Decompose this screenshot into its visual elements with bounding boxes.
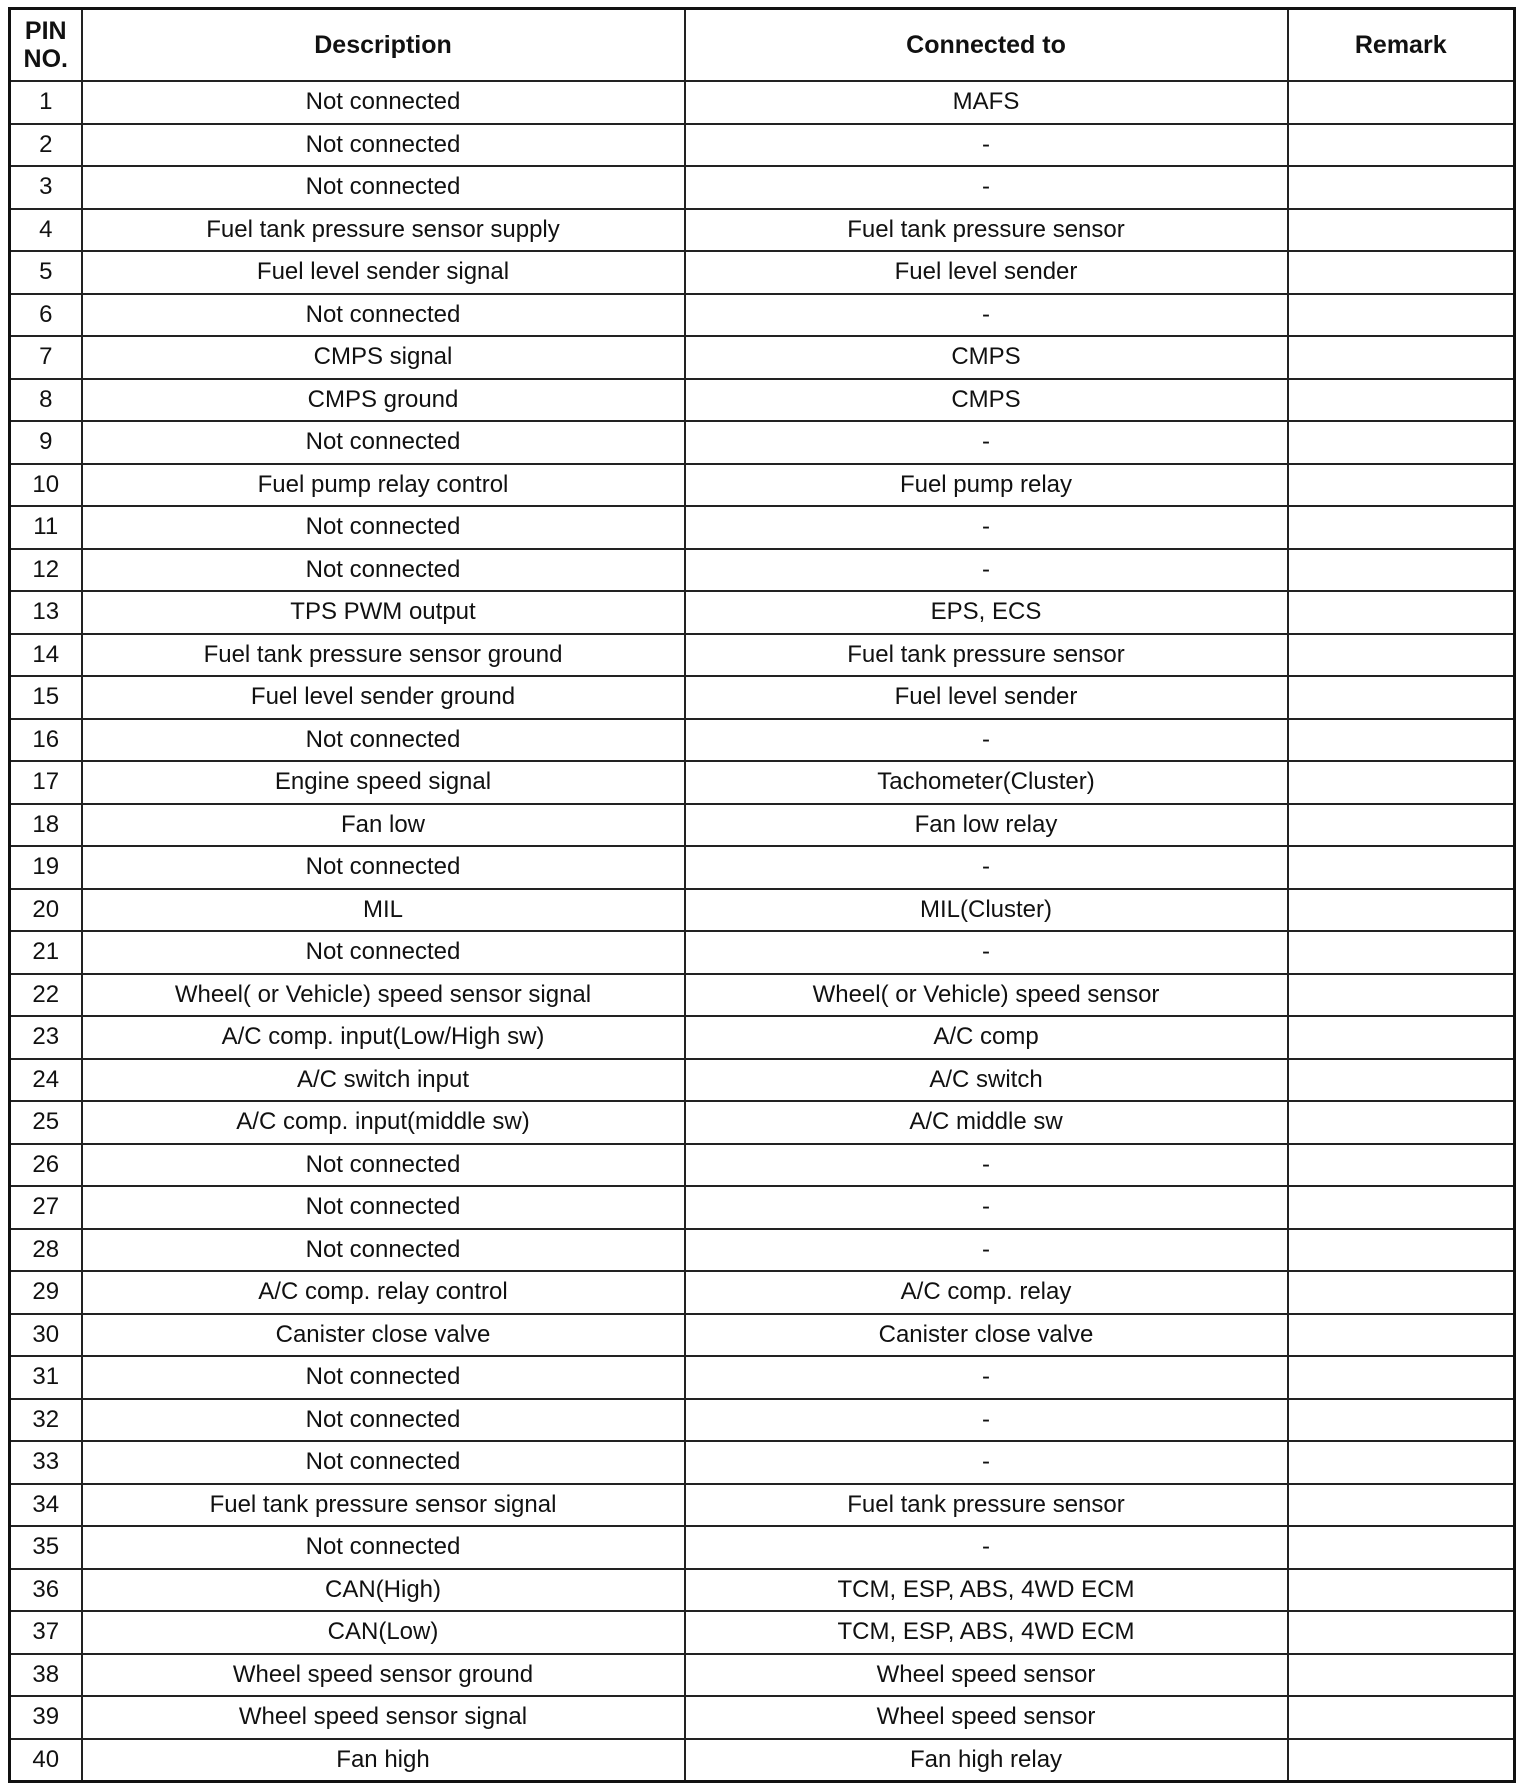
cell-remark <box>1288 294 1515 337</box>
cell-remark <box>1288 1441 1515 1484</box>
table-row <box>10 1271 1515 1314</box>
cell-pin: 21 <box>10 931 82 974</box>
cell-pin: 27 <box>10 1186 82 1229</box>
table-row <box>10 1611 1515 1654</box>
cell-connected-to: - <box>685 421 1288 464</box>
cell-connected-to: CMPS <box>685 379 1288 422</box>
cell-remark <box>1288 124 1515 167</box>
cell-description: Wheel speed sensor signal <box>82 1696 685 1739</box>
table-row <box>10 889 1515 932</box>
cell-remark <box>1288 1526 1515 1569</box>
cell-description: Fuel tank pressure sensor ground <box>82 634 685 677</box>
cell-description: Not connected <box>82 719 685 762</box>
cell-connected-to: Canister close valve <box>685 1314 1288 1357</box>
header-pin-line1: PIN <box>24 17 67 45</box>
cell-connected-to: Fuel pump relay <box>685 464 1288 507</box>
cell-connected-to: Fuel tank pressure sensor <box>685 209 1288 252</box>
table-row <box>10 761 1515 804</box>
table-row <box>10 81 1515 124</box>
cell-connected-to: - <box>685 1229 1288 1272</box>
table-row <box>10 209 1515 252</box>
cell-description: Fan low <box>82 804 685 847</box>
cell-remark <box>1288 1654 1515 1697</box>
cell-description: Not connected <box>82 1186 685 1229</box>
cell-remark <box>1288 1059 1515 1102</box>
header-pin-line2: NO. <box>23 45 68 73</box>
cell-pin: 22 <box>10 974 82 1017</box>
cell-pin: 1 <box>10 81 82 124</box>
cell-connected-to: - <box>685 506 1288 549</box>
cell-remark <box>1288 719 1515 762</box>
cell-description: Not connected <box>82 1526 685 1569</box>
cell-pin: 3 <box>10 166 82 209</box>
table-row <box>10 931 1515 974</box>
cell-connected-to: - <box>685 1526 1288 1569</box>
cell-remark <box>1288 506 1515 549</box>
cell-description: CMPS signal <box>82 336 685 379</box>
cell-remark <box>1288 1186 1515 1229</box>
cell-pin: 25 <box>10 1101 82 1144</box>
table-row <box>10 1696 1515 1739</box>
table-row <box>10 251 1515 294</box>
table-row <box>10 1229 1515 1272</box>
cell-description: Not connected <box>82 81 685 124</box>
table-row <box>10 1059 1515 1102</box>
cell-connected-to: A/C comp <box>685 1016 1288 1059</box>
cell-description: Not connected <box>82 1229 685 1272</box>
table-body <box>10 81 1515 1782</box>
cell-pin: 5 <box>10 251 82 294</box>
cell-description: Not connected <box>82 931 685 974</box>
table-row <box>10 549 1515 592</box>
table-row <box>10 1739 1515 1782</box>
cell-pin: 37 <box>10 1611 82 1654</box>
header-pin-no <box>10 9 82 82</box>
table-row <box>10 1569 1515 1612</box>
cell-connected-to: Wheel speed sensor <box>685 1654 1288 1697</box>
cell-remark <box>1288 889 1515 932</box>
cell-description: Fuel level sender signal <box>82 251 685 294</box>
cell-remark <box>1288 1696 1515 1739</box>
cell-pin: 15 <box>10 676 82 719</box>
cell-pin: 38 <box>10 1654 82 1697</box>
cell-description: A/C comp. input(Low/High sw) <box>82 1016 685 1059</box>
cell-pin: 11 <box>10 506 82 549</box>
cell-remark <box>1288 166 1515 209</box>
table-row <box>10 676 1515 719</box>
header-row <box>10 9 1515 82</box>
cell-remark <box>1288 1271 1515 1314</box>
table-header <box>10 9 1515 82</box>
cell-description: Wheel speed sensor ground <box>82 1654 685 1697</box>
cell-connected-to: Fuel level sender <box>685 676 1288 719</box>
cell-description: Engine speed signal <box>82 761 685 804</box>
cell-description: Not connected <box>82 166 685 209</box>
cell-pin: 28 <box>10 1229 82 1272</box>
cell-remark <box>1288 804 1515 847</box>
cell-pin: 8 <box>10 379 82 422</box>
cell-connected-to: - <box>685 1356 1288 1399</box>
cell-connected-to: A/C comp. relay <box>685 1271 1288 1314</box>
cell-description: CMPS ground <box>82 379 685 422</box>
cell-connected-to: Wheel speed sensor <box>685 1696 1288 1739</box>
cell-connected-to: - <box>685 1144 1288 1187</box>
cell-pin: 14 <box>10 634 82 677</box>
cell-pin: 23 <box>10 1016 82 1059</box>
cell-remark <box>1288 931 1515 974</box>
pin-table <box>8 7 1516 1783</box>
cell-connected-to: - <box>685 1399 1288 1442</box>
cell-remark <box>1288 251 1515 294</box>
cell-connected-to: Fuel tank pressure sensor <box>685 1484 1288 1527</box>
cell-remark <box>1288 1101 1515 1144</box>
cell-connected-to: Tachometer(Cluster) <box>685 761 1288 804</box>
cell-connected-to: CMPS <box>685 336 1288 379</box>
cell-connected-to: - <box>685 931 1288 974</box>
cell-connected-to: EPS, ECS <box>685 591 1288 634</box>
cell-description: Wheel( or Vehicle) speed sensor signal <box>82 974 685 1017</box>
cell-connected-to: TCM, ESP, ABS, 4WD ECM <box>685 1569 1288 1612</box>
cell-pin: 36 <box>10 1569 82 1612</box>
cell-pin: 4 <box>10 209 82 252</box>
header-remark: Remark <box>1288 9 1515 82</box>
cell-remark <box>1288 1484 1515 1527</box>
cell-pin: 32 <box>10 1399 82 1442</box>
cell-pin: 6 <box>10 294 82 337</box>
table-row <box>10 1314 1515 1357</box>
table-row <box>10 166 1515 209</box>
table-row <box>10 421 1515 464</box>
cell-pin: 24 <box>10 1059 82 1102</box>
table-row <box>10 1441 1515 1484</box>
cell-connected-to: TCM, ESP, ABS, 4WD ECM <box>685 1611 1288 1654</box>
cell-remark <box>1288 209 1515 252</box>
cell-description: Not connected <box>82 1399 685 1442</box>
cell-description: Not connected <box>82 506 685 549</box>
cell-remark <box>1288 974 1515 1017</box>
cell-description: Fan high <box>82 1739 685 1782</box>
cell-connected-to: Fuel tank pressure sensor <box>685 634 1288 677</box>
cell-pin: 35 <box>10 1526 82 1569</box>
table-row <box>10 506 1515 549</box>
table-row <box>10 1186 1515 1229</box>
cell-description: Fuel level sender ground <box>82 676 685 719</box>
cell-remark <box>1288 336 1515 379</box>
cell-pin: 16 <box>10 719 82 762</box>
cell-description: Not connected <box>82 421 685 464</box>
cell-connected-to: A/C switch <box>685 1059 1288 1102</box>
cell-pin: 31 <box>10 1356 82 1399</box>
cell-remark <box>1288 761 1515 804</box>
cell-pin: 29 <box>10 1271 82 1314</box>
cell-remark <box>1288 1314 1515 1357</box>
cell-description: Not connected <box>82 846 685 889</box>
cell-pin: 39 <box>10 1696 82 1739</box>
cell-description: Not connected <box>82 294 685 337</box>
cell-description: A/C switch input <box>82 1059 685 1102</box>
cell-description: CAN(High) <box>82 1569 685 1612</box>
cell-connected-to: - <box>685 719 1288 762</box>
cell-remark <box>1288 846 1515 889</box>
cell-remark <box>1288 1144 1515 1187</box>
cell-connected-to: A/C middle sw <box>685 1101 1288 1144</box>
table-row <box>10 804 1515 847</box>
table-row <box>10 1016 1515 1059</box>
cell-remark <box>1288 379 1515 422</box>
cell-remark <box>1288 1229 1515 1272</box>
cell-pin: 26 <box>10 1144 82 1187</box>
table-row <box>10 464 1515 507</box>
table-row <box>10 1526 1515 1569</box>
cell-description: Not connected <box>82 549 685 592</box>
cell-description: Not connected <box>82 1356 685 1399</box>
table-row <box>10 1144 1515 1187</box>
cell-description: Not connected <box>82 124 685 167</box>
table-row <box>10 124 1515 167</box>
table-row <box>10 294 1515 337</box>
cell-connected-to: - <box>685 1441 1288 1484</box>
table-row <box>10 1654 1515 1697</box>
cell-connected-to: MAFS <box>685 81 1288 124</box>
cell-pin: 12 <box>10 549 82 592</box>
cell-connected-to: - <box>685 294 1288 337</box>
cell-pin: 10 <box>10 464 82 507</box>
cell-description: Fuel tank pressure sensor signal <box>82 1484 685 1527</box>
table-row <box>10 974 1515 1017</box>
cell-pin: 40 <box>10 1739 82 1782</box>
cell-remark <box>1288 1739 1515 1782</box>
cell-connected-to: - <box>685 1186 1288 1229</box>
table-row <box>10 591 1515 634</box>
cell-connected-to: - <box>685 124 1288 167</box>
cell-pin: 18 <box>10 804 82 847</box>
cell-remark <box>1288 464 1515 507</box>
cell-pin: 34 <box>10 1484 82 1527</box>
cell-pin: 19 <box>10 846 82 889</box>
cell-remark <box>1288 1611 1515 1654</box>
cell-pin: 20 <box>10 889 82 932</box>
table-row <box>10 1356 1515 1399</box>
table-row <box>10 846 1515 889</box>
cell-remark <box>1288 421 1515 464</box>
cell-connected-to: Fan low relay <box>685 804 1288 847</box>
cell-remark <box>1288 81 1515 124</box>
table-row <box>10 1101 1515 1144</box>
cell-description: Fuel pump relay control <box>82 464 685 507</box>
table-row <box>10 336 1515 379</box>
cell-description: Not connected <box>82 1441 685 1484</box>
cell-remark <box>1288 549 1515 592</box>
cell-pin: 17 <box>10 761 82 804</box>
header-connected-to: Connected to <box>685 9 1288 82</box>
cell-description: A/C comp. relay control <box>82 1271 685 1314</box>
cell-description: TPS PWM output <box>82 591 685 634</box>
cell-connected-to: MIL(Cluster) <box>685 889 1288 932</box>
cell-remark <box>1288 1399 1515 1442</box>
cell-connected-to: - <box>685 846 1288 889</box>
cell-description: Not connected <box>82 1144 685 1187</box>
table-row <box>10 719 1515 762</box>
cell-connected-to: Fan high relay <box>685 1739 1288 1782</box>
cell-description: Fuel tank pressure sensor supply <box>82 209 685 252</box>
cell-remark <box>1288 676 1515 719</box>
cell-description: A/C comp. input(middle sw) <box>82 1101 685 1144</box>
header-description: Description <box>82 9 685 82</box>
cell-remark <box>1288 1356 1515 1399</box>
cell-description: CAN(Low) <box>82 1611 685 1654</box>
cell-remark <box>1288 634 1515 677</box>
cell-pin: 2 <box>10 124 82 167</box>
cell-pin: 9 <box>10 421 82 464</box>
cell-pin: 30 <box>10 1314 82 1357</box>
cell-connected-to: Fuel level sender <box>685 251 1288 294</box>
table-row <box>10 379 1515 422</box>
cell-pin: 7 <box>10 336 82 379</box>
cell-remark <box>1288 1016 1515 1059</box>
cell-remark <box>1288 591 1515 634</box>
cell-remark <box>1288 1569 1515 1612</box>
cell-connected-to: - <box>685 549 1288 592</box>
cell-pin: 33 <box>10 1441 82 1484</box>
cell-connected-to: - <box>685 166 1288 209</box>
table-row <box>10 1484 1515 1527</box>
cell-pin: 13 <box>10 591 82 634</box>
table-row <box>10 1399 1515 1442</box>
cell-description: MIL <box>82 889 685 932</box>
cell-description: Canister close valve <box>82 1314 685 1357</box>
cell-connected-to: Wheel( or Vehicle) speed sensor <box>685 974 1288 1017</box>
table-row <box>10 634 1515 677</box>
